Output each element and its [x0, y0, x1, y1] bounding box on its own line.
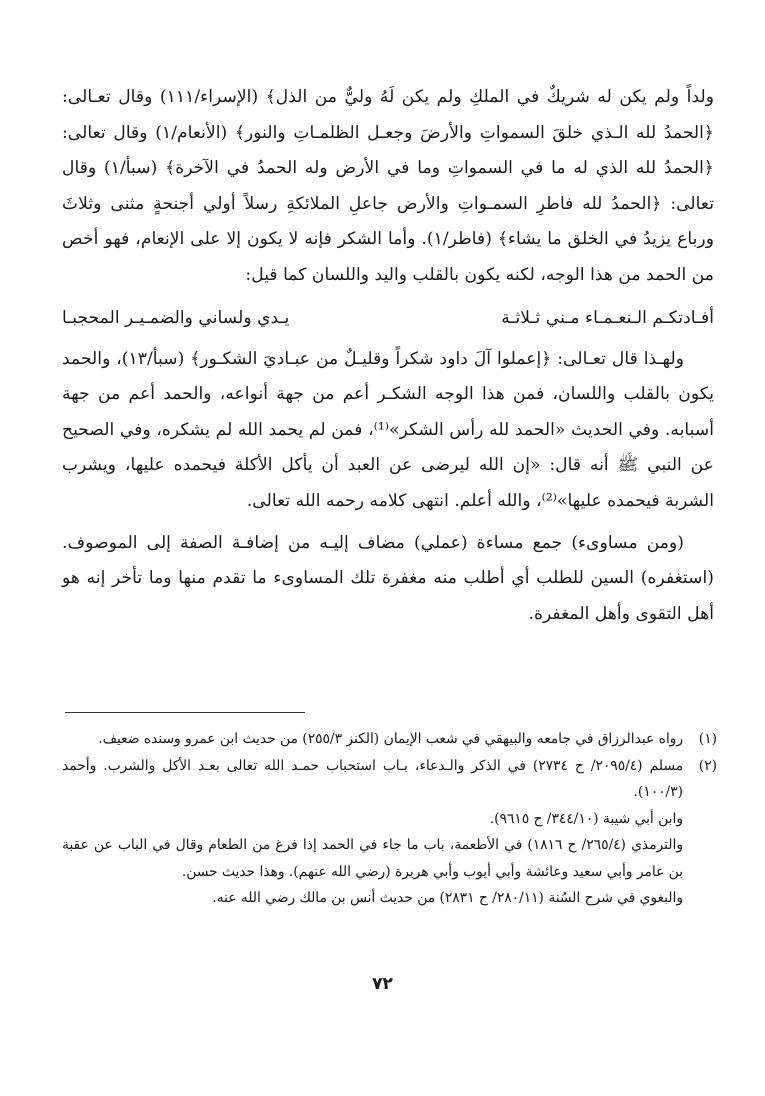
paragraph-2: ولهـذا قال تعـالى: ﴿إعملوا آلَ داود شكراً وقليـلٌ من عبـاديَ الشكـور﴾ (سبأ/١٣)، والحمد يكون بالقلب واللسان، فمن هذا الوجه الشكـر أعم من جهة أنواعه، والحمد أعم من جهة أسبابه. وفي الحديث «الحمد لله رأس الشكر»⁽¹⁾، فمن لم يحمد الله لم يشكره، وفي الصحيح عن النبي ﷺ أنه قال: «إن الله ليرضى عن العبد أن يأكل الأكلة فيحمده عليها، ويشرب الشربة فيحمده عليها»⁽²⁾، والله أعلم. انتهى كلامه رحمه الله تعالى.	[62, 348, 714, 511]
footnote-separator	[65, 712, 305, 713]
footnote-text: مسلم (٢٠٩٥/٤/ ح ٢٧٣٤) في الذكر والـدعاء، بـاب استحباب حمـد الله تعالى بعـد الأكل والشرب. وأحمد (١٠٠/٣).	[62, 757, 684, 800]
footnote-1	[62, 726, 717, 753]
main-text	[62, 80, 714, 638]
paragraph-3: (ومن مساوىء) جمع مساءة (عملي) مضاف إليـه من إضافـة الصفة إلى الموصوف. (استغفره) السين للطلب أي أطلب منه مغفرة تلك المساوىء ما تقدم منها وما تأخر إنه هو أهل التقوى وأهل المغفرة.	[62, 532, 714, 624]
footnote-number: (٢)	[698, 757, 717, 774]
poem-second-hemistich: يـدي ولساني والضمـيـر المحجبـا	[62, 307, 290, 328]
poem-verse	[62, 300, 714, 336]
poem-first-hemistich: أفـادتكـم الـنعـمـاء مـني ثـلاثـة	[501, 307, 714, 328]
paragraph-1: ولداً ولم يكن له شريكٌ في الملكِ ولم يكن لَهُ وليٌّ من الذل﴾ (الإسراء/١١١) وقال تعـالى: ﴿الحمدُ لله الـذي خلقَ السمواتِ والأرضَ وجعـل الظلمـاتِ والنور﴾ (الأنعام/١) وقال تعالى: ﴿الحمدُ لله الذي له ما في السمواتِ وما في الأرض وله الحمدُ في الآخرة﴾ (سبأ/١) وقال تعالى: ﴿الحمدُ لله فاطرِ السمـواتِ والأرض جاعلِ الملائكةِ رسلاً أولي أجنحةٍ مثنى وثلاثَ ورباع يزيدُ في الخلق ما يشاء﴾ (فاطر/١). وأما الشكر فإنه لا يكون إلا على الإنعام، فهو أخص من الحمد من هذا الوجه، لكنه يكون بالقلب واليد واللسان كما قيل:	[62, 87, 715, 285]
footnote-text: رواه عبدالرزاق في جامعه والبيهقي في شعب الإيمان (الكنز ٢٥٥/٣) من حديث ابن عمرو وسنده ضعيف.	[98, 731, 683, 747]
footnotes	[62, 726, 717, 912]
footnote-2	[62, 753, 717, 806]
footnote-continuation: والبغوي في شرح السُنة (٢٨٠/١١/ ح ٢٨٣١) من حديث أنس بن مالك رضي الله عنه.	[212, 890, 683, 906]
footnote-continuation: وابن أبي شيبة (٣٤٤/١٠/ ح ٩٦١٥).	[489, 810, 683, 827]
footnote-continuation: والترمذي (٢٦٥/٤/ ح ١٨١٦) في الأطعمة، باب ما جاء في الحمد إذا فرغ من الطعام وقال في الباب عن عقبة بن عامر وأبي سعيد وعائشة وأبي أيوب وأبي هريرة (رضي الله عنهم). وهذا حديث حسن.	[62, 837, 683, 880]
page-number: ٧٢	[372, 974, 393, 994]
footnote-number: (١)	[698, 731, 717, 747]
